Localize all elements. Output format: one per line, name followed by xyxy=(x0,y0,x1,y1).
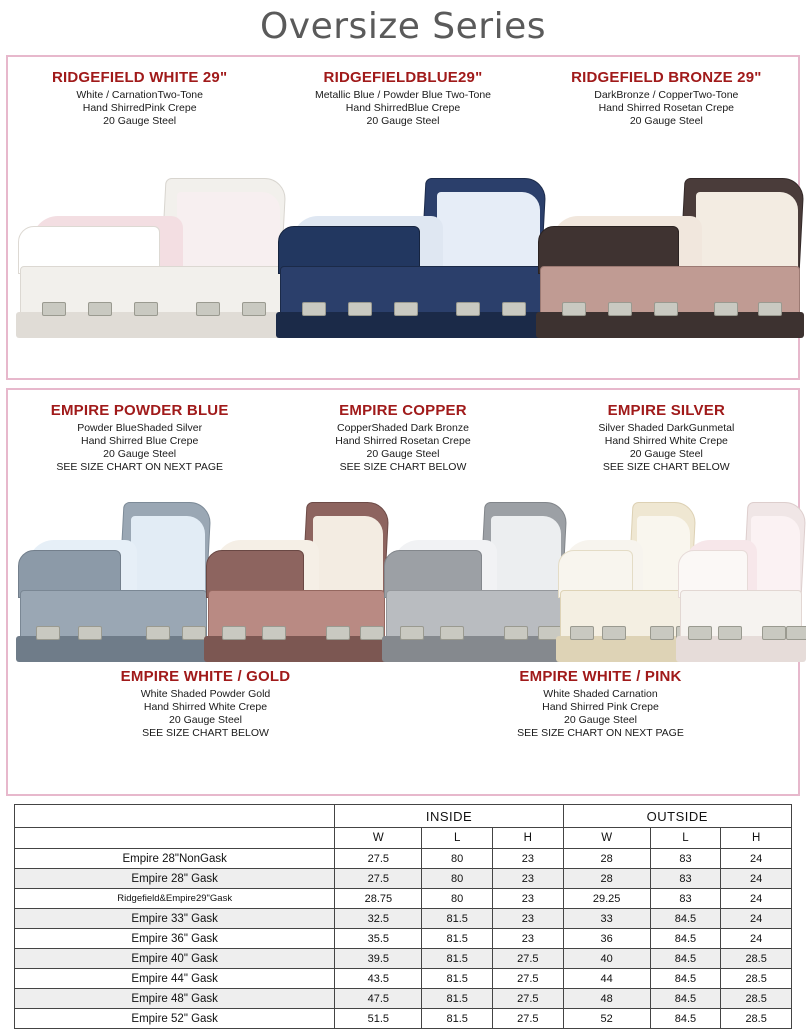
cell: 28 xyxy=(563,869,650,889)
product-size-chart-note: SEE SIZE CHART ON NEXT PAGE xyxy=(517,727,684,739)
casket-image-ridgefield-blue xyxy=(276,148,546,338)
row-label: Empire 28" Gask xyxy=(15,869,335,889)
cell: 83 xyxy=(650,889,721,909)
cell: 24 xyxy=(721,929,792,949)
row-label: Empire 28"NonGask xyxy=(15,849,335,869)
row-label: Ridgefield&Empire29"Gask xyxy=(15,889,335,909)
cell: 23 xyxy=(493,929,564,949)
cell: 32.5 xyxy=(335,909,422,929)
group-header-inside: INSIDE xyxy=(335,805,563,828)
casket-image-ridgefield-white xyxy=(16,148,286,338)
product-spec-line: White Shaded Powder Gold xyxy=(140,688,271,700)
product-name: RIDGEFIELDBLUE29" xyxy=(323,69,483,86)
size-chart-table xyxy=(14,804,792,1029)
col-header-outside-h: H xyxy=(721,828,792,849)
cell: 47.5 xyxy=(335,989,422,1009)
product-header-ridgefield-white xyxy=(9,69,270,128)
cell: 35.5 xyxy=(335,929,422,949)
product-name: EMPIRE POWDER BLUE xyxy=(50,402,229,419)
cell: 83 xyxy=(650,849,721,869)
cell: 39.5 xyxy=(335,949,422,969)
cell: 81.5 xyxy=(422,929,493,949)
product-spec-line: 20 Gauge Steel xyxy=(103,115,177,127)
product-header-empire-white-pink xyxy=(423,668,779,740)
row-label: Empire 40" Gask xyxy=(15,949,335,969)
product-spec-line: Silver Shaded DarkGunmetal xyxy=(598,422,735,434)
cell: 27.5 xyxy=(335,849,422,869)
table-corner-cell xyxy=(15,805,335,828)
cell: 83 xyxy=(650,869,721,889)
product-spec-line: 20 Gauge Steel xyxy=(629,115,703,127)
cell: 28 xyxy=(563,849,650,869)
cell: 28.5 xyxy=(721,989,792,1009)
table-header-sub xyxy=(15,828,792,849)
cell: 29.25 xyxy=(563,889,650,909)
product-size-chart-note: SEE SIZE CHART ON NEXT PAGE xyxy=(56,461,223,473)
cell: 40 xyxy=(563,949,650,969)
product-spec-line: Hand ShirredBlue Crepe xyxy=(345,102,461,114)
product-spec-line: 20 Gauge Steel xyxy=(169,714,242,726)
table-row xyxy=(15,949,792,969)
table-row xyxy=(15,989,792,1009)
cell: 24 xyxy=(721,849,792,869)
casket-image-empire-copper xyxy=(204,484,389,662)
cell: 84.5 xyxy=(650,909,721,929)
cell: 28.75 xyxy=(335,889,422,909)
product-name: RIDGEFIELD WHITE 29" xyxy=(52,69,228,86)
product-spec-line: Powder BlueShaded Silver xyxy=(77,422,203,434)
casket-image-empire-white-gold xyxy=(556,484,696,662)
product-header-empire-copper xyxy=(273,402,534,474)
group-header-outside: OUTSIDE xyxy=(563,805,791,828)
product-spec-line: Hand Shirred Blue Crepe xyxy=(80,435,199,447)
table-row xyxy=(15,1009,792,1029)
cell: 84.5 xyxy=(650,929,721,949)
product-size-chart-note: SEE SIZE CHART BELOW xyxy=(339,461,467,473)
table-row xyxy=(15,889,792,909)
col-header-inside-l: L xyxy=(422,828,493,849)
empire-header-row-bottom xyxy=(8,662,798,740)
product-spec-line: 20 Gauge Steel xyxy=(366,115,440,127)
casket-image-empire-white-pink xyxy=(676,484,806,662)
col-header-outside-w: W xyxy=(563,828,650,849)
col-header-inside-w: W xyxy=(335,828,422,849)
cell: 80 xyxy=(422,849,493,869)
table-row xyxy=(15,929,792,949)
product-spec-line: 20 Gauge Steel xyxy=(366,448,440,460)
cell: 27.5 xyxy=(335,869,422,889)
product-spec-line: 20 Gauge Steel xyxy=(103,448,177,460)
product-name: EMPIRE SILVER xyxy=(607,402,725,419)
product-header-ridgefield-bronze xyxy=(536,69,797,128)
cell: 81.5 xyxy=(422,949,493,969)
casket-image-empire-powder-blue xyxy=(16,484,211,662)
row-label: Empire 36" Gask xyxy=(15,929,335,949)
product-spec-line: Hand Shirred White Crepe xyxy=(143,701,268,713)
cell: 51.5 xyxy=(335,1009,422,1029)
table-header-groups xyxy=(15,805,792,828)
product-name: RIDGEFIELD BRONZE 29" xyxy=(571,69,762,86)
cell: 84.5 xyxy=(650,949,721,969)
cell: 84.5 xyxy=(650,969,721,989)
product-spec-line: 20 Gauge Steel xyxy=(564,714,637,726)
cell: 24 xyxy=(721,889,792,909)
cell: 33 xyxy=(563,909,650,929)
cell: 23 xyxy=(493,849,564,869)
product-spec-line: White / CarnationTwo-Tone xyxy=(76,89,203,101)
cell: 23 xyxy=(493,889,564,909)
ridgefield-panel xyxy=(6,55,800,380)
product-size-chart-note: SEE SIZE CHART BELOW xyxy=(602,461,730,473)
empire-image-row xyxy=(8,474,798,662)
row-label: Empire 48" Gask xyxy=(15,989,335,1009)
product-size-chart-note: SEE SIZE CHART BELOW xyxy=(142,727,269,739)
cell: 27.5 xyxy=(493,949,564,969)
col-header-outside-l: L xyxy=(650,828,721,849)
cell: 81.5 xyxy=(422,1009,493,1029)
product-spec-line: 20 Gauge Steel xyxy=(629,448,703,460)
product-name: EMPIRE WHITE / GOLD xyxy=(120,668,291,685)
cell: 23 xyxy=(493,869,564,889)
cell: 36 xyxy=(563,929,650,949)
cell: 44 xyxy=(563,969,650,989)
cell: 84.5 xyxy=(650,989,721,1009)
col-header-inside-h: H xyxy=(493,828,564,849)
ridgefield-image-row xyxy=(8,128,798,338)
cell: 48 xyxy=(563,989,650,1009)
product-spec-line: Metallic Blue / Powder Blue Two-Tone xyxy=(314,89,492,101)
casket-image-ridgefield-bronze xyxy=(536,148,804,338)
cell: 24 xyxy=(721,869,792,889)
empire-panel xyxy=(6,388,800,796)
cell: 28.5 xyxy=(721,949,792,969)
casket-image-empire-silver xyxy=(382,484,567,662)
empire-header-row-top xyxy=(8,390,798,474)
cell: 81.5 xyxy=(422,909,493,929)
product-header-empire-silver xyxy=(536,402,797,474)
size-chart xyxy=(14,804,792,1029)
product-spec-line: Hand ShirredPink Crepe xyxy=(82,102,197,114)
page-title: Oversize Series xyxy=(259,6,547,47)
product-spec-line: Hand Shirred White Crepe xyxy=(604,435,728,447)
table-row xyxy=(15,869,792,889)
ridgefield-header-row xyxy=(8,57,798,128)
table-row xyxy=(15,969,792,989)
product-spec-line: DarkBronze / CopperTwo-Tone xyxy=(594,89,739,101)
cell: 24 xyxy=(721,909,792,929)
product-name: EMPIRE WHITE / PINK xyxy=(519,668,682,685)
cell: 28.5 xyxy=(721,969,792,989)
cell: 52 xyxy=(563,1009,650,1029)
cell: 43.5 xyxy=(335,969,422,989)
table-corner-cell-2 xyxy=(15,828,335,849)
table-row xyxy=(15,849,792,869)
table-row xyxy=(15,909,792,929)
cell: 27.5 xyxy=(493,1009,564,1029)
product-header-empire-white-gold xyxy=(28,668,384,740)
cell: 80 xyxy=(422,889,493,909)
product-spec-line: Hand Shirred Pink Crepe xyxy=(542,701,659,713)
cell: 23 xyxy=(493,909,564,929)
row-label: Empire 44" Gask xyxy=(15,969,335,989)
cell: 28.5 xyxy=(721,1009,792,1029)
product-spec-line: Hand Shirred Rosetan Crepe xyxy=(335,435,471,447)
cell: 27.5 xyxy=(493,969,564,989)
row-label: Empire 52" Gask xyxy=(15,1009,335,1029)
product-spec-line: CopperShaded Dark Bronze xyxy=(337,422,469,434)
product-header-empire-powder-blue xyxy=(9,402,270,474)
cell: 27.5 xyxy=(493,989,564,1009)
cell: 81.5 xyxy=(422,969,493,989)
product-spec-line: White Shaded Carnation xyxy=(543,688,658,700)
row-label: Empire 33" Gask xyxy=(15,909,335,929)
product-spec-line: Hand Shirred Rosetan Crepe xyxy=(598,102,735,114)
cell: 80 xyxy=(422,869,493,889)
cell: 81.5 xyxy=(422,989,493,1009)
product-header-ridgefield-blue xyxy=(273,69,534,128)
cell: 84.5 xyxy=(650,1009,721,1029)
product-name: EMPIRE COPPER xyxy=(339,402,467,419)
